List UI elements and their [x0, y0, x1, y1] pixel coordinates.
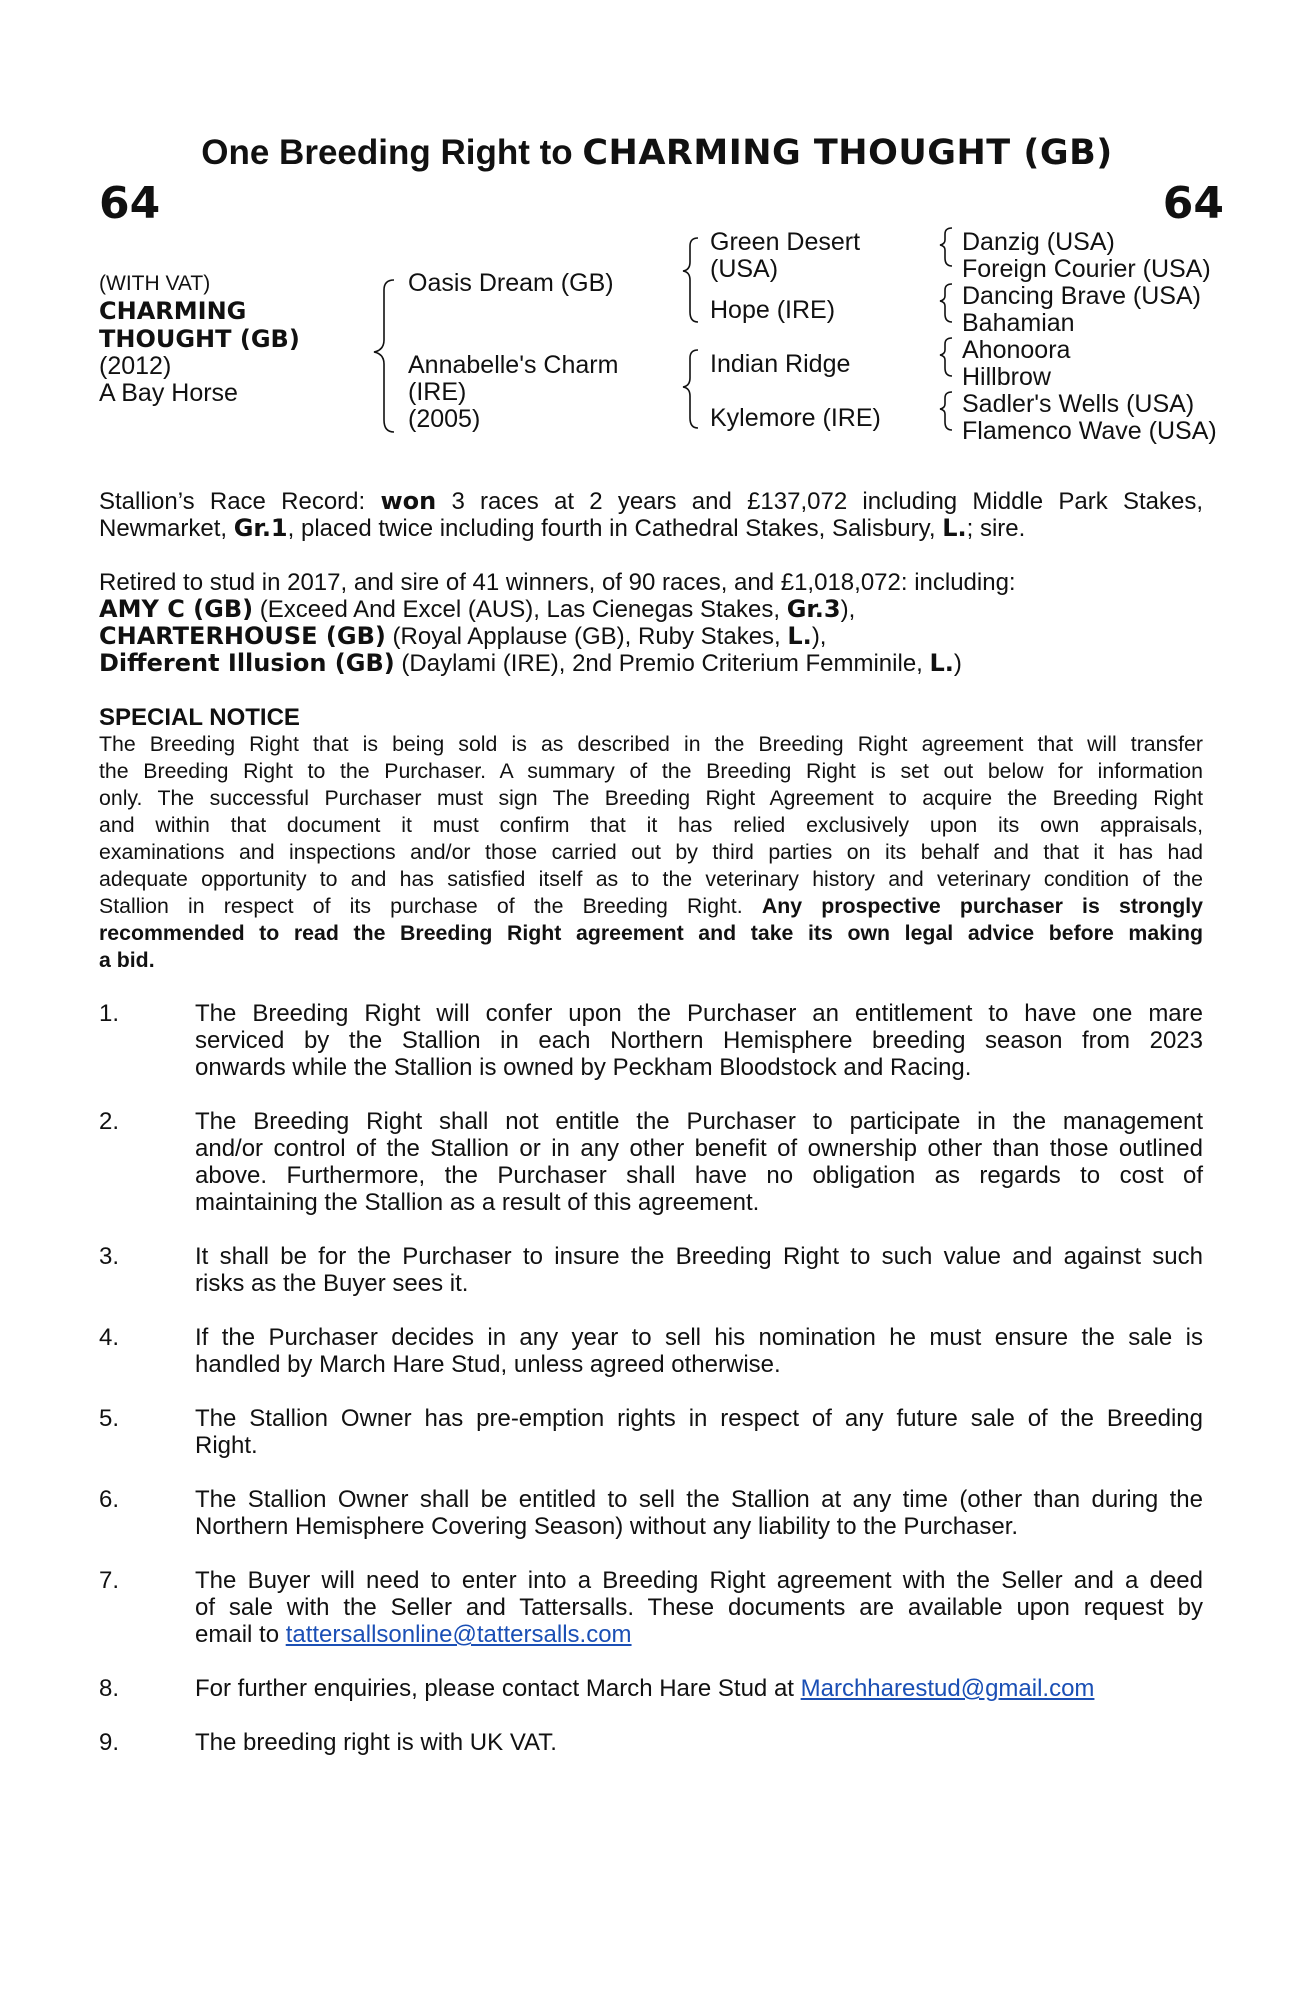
- list-item-line: The breeding right is with UK VAT.: [195, 1729, 557, 1756]
- progeny-1-end: ),: [840, 596, 856, 623]
- ggp-5: Ahonoora: [962, 336, 1071, 364]
- progeny-3-grade: L.: [929, 649, 954, 677]
- progeny-3-detail: (Daylami (IRE), 2nd Premio Criterium Femminile,: [394, 650, 930, 677]
- notice-line-8: recommended to read the Breeding Right agreement and take its own legal advice before making: [99, 921, 1203, 945]
- race-record-venue: Newmarket,: [99, 515, 234, 542]
- list-item-line: The Stallion Owner has pre-emption rights in respect of any future sale of the Breeding: [195, 1405, 1203, 1432]
- progeny-3-end: ): [953, 650, 962, 677]
- notice-line-1: The Breeding Right that is being sold is as described in the Breeding Right agreement that will transfer: [99, 732, 1203, 756]
- notice-line-6: adequate opportunity to and has satisfied itself as to the veterinary history and veterinary condition of the: [99, 867, 1203, 891]
- list-item-line: handled by March Hare Stud, unless agreed otherwise.: [195, 1351, 781, 1378]
- list-item-line: It shall be for the Purchaser to insure the Breeding Right to such value and against such: [195, 1243, 1203, 1270]
- list-item-text: [195, 1108, 1203, 1216]
- race-record-label: Stallion’s Race Record:: [99, 488, 381, 515]
- list-item-line: onwards while the Stallion is owned by Peckham Bloodstock and Racing.: [195, 1054, 972, 1081]
- special-notice: [99, 704, 1203, 974]
- progeny-2-end: ),: [811, 623, 827, 650]
- dam-name-line1: Annabelle's Charm: [408, 351, 619, 379]
- progeny-3-name: Different Illusion (GB): [99, 649, 395, 677]
- ggp-4: Bahamian: [962, 309, 1075, 337]
- list-item-line: serviced by the Stallion in each Northern Hemisphere breeding season from 2023: [195, 1027, 1203, 1054]
- list-item-text: [195, 1567, 1203, 1648]
- list-item-text: [195, 1000, 1203, 1081]
- progeny-1-grade: Gr.3: [786, 595, 841, 623]
- list-item-text: [195, 1486, 1203, 1540]
- list-item-line: above. Furthermore, the Purchaser shall have no obligation as regards to cost of: [195, 1162, 1203, 1189]
- list-item-number: 3.: [99, 1243, 120, 1270]
- list-item-number: 5.: [99, 1405, 120, 1432]
- ggp-3: Dancing Brave (USA): [962, 282, 1201, 310]
- list-item-line: The Stallion Owner shall be entitled to sell the Stallion at any time (other than during the: [195, 1486, 1203, 1513]
- pedigree-great-grandparents: [962, 229, 1217, 445]
- notice-line-9: a bid.: [99, 948, 155, 972]
- list-item-line: and/or control of the Stallion or in any other benefit of ownership other than those outlined: [195, 1135, 1203, 1162]
- notice-line-7: [99, 893, 1203, 920]
- subject-name-line2: THOUGHT (GB): [99, 325, 300, 353]
- race-record-line2: [99, 515, 1203, 542]
- sire-sire-line1: Green Desert: [710, 228, 861, 256]
- race-record-line1: [99, 488, 1203, 515]
- ggp-8: Flamenco Wave (USA): [962, 417, 1217, 445]
- ggp-2: Foreign Courier (USA): [962, 255, 1211, 283]
- progeny-2: [99, 623, 1203, 650]
- list-item-line: maintaining the Stallion as a result of this agreement.: [195, 1189, 760, 1216]
- email-link[interactable]: tattersallsonline@tattersalls.com: [285, 1621, 632, 1648]
- lot-number-right: 64: [1162, 178, 1224, 229]
- list-item-number: 4.: [99, 1324, 120, 1351]
- race-record-listed: L.: [942, 514, 967, 542]
- stud-intro: Retired to stud in 2017, and sire of 41 winners, of 90 races, and £1,018,072: including:: [99, 569, 1016, 596]
- list-item-text: [195, 1729, 1203, 1756]
- ggp-1: Danzig (USA): [962, 228, 1115, 256]
- list-item-line: If the Purchaser decides in any year to sell his nomination he must ensure the sale is: [195, 1324, 1203, 1351]
- progeny-3: [99, 650, 1203, 677]
- title-horse-name: CHARMING THOUGHT (GB): [582, 133, 1113, 173]
- race-record-grade: Gr.1: [233, 514, 288, 542]
- stud-record: [99, 569, 1203, 677]
- list-item-line: risks as the Buyer sees it.: [195, 1270, 469, 1297]
- list-item-line: [195, 1675, 1203, 1702]
- list-item-number: 7.: [99, 1567, 120, 1594]
- race-record: [99, 488, 1203, 542]
- list-item-line: [195, 1621, 1203, 1648]
- vat-label: (WITH VAT): [99, 272, 211, 295]
- list-item-line: The Breeding Right will confer upon the Purchaser an entitlement to have one mare: [195, 1000, 1203, 1027]
- notice-line-2: the Breeding Right to the Purchaser. A summary of the Breeding Right is set out below for information: [99, 759, 1203, 783]
- ggp-7: Sadler's Wells (USA): [962, 390, 1195, 418]
- title-prefix: One Breeding Right to: [201, 133, 583, 172]
- pedigree-sire-dam: Hope (IRE): [710, 296, 836, 324]
- list-item-link-prefix: For further enquiries, please contact March Hare Stud at: [195, 1675, 801, 1702]
- race-record-text: 3 races at 2 years and £137,072 including Middle Park Stakes,: [436, 488, 1203, 515]
- ggp-6: Hillbrow: [962, 363, 1051, 391]
- list-item-line: The Breeding Right shall not entitle the Purchaser to participate in the management: [195, 1108, 1203, 1135]
- pedigree-sire-sire: [710, 229, 860, 283]
- list-item-line: Northern Hemisphere Covering Season) without any liability to the Purchaser.: [195, 1513, 1019, 1540]
- list-item-text: [195, 1243, 1203, 1297]
- progeny-2-grade: L.: [787, 622, 812, 650]
- progeny-1-detail: (Exceed And Excel (AUS), Las Cienegas Stakes,: [253, 596, 787, 623]
- list-item-link-prefix: email to: [195, 1621, 286, 1648]
- list-item-text: [195, 1675, 1203, 1702]
- progeny-2-name: CHARTERHOUSE (GB): [99, 622, 386, 650]
- pedigree-dam-sire: Indian Ridge: [710, 350, 851, 378]
- notice-line-3: only. The successful Purchaser must sign The Breeding Right Agreement to acquire the Breeding Right: [99, 786, 1203, 810]
- list-item-text: [195, 1405, 1203, 1459]
- notice-line-4: and within that document it must confirm that it has relied exclusively upon its own appraisals,: [99, 813, 1203, 837]
- subject-year: (2012): [99, 352, 172, 380]
- progeny-1-name: AMY C (GB): [99, 595, 254, 623]
- list-item-line: The Buyer will need to enter into a Breeding Right agreement with the Seller and a deed: [195, 1567, 1203, 1594]
- list-item-line: Right.: [195, 1432, 258, 1459]
- race-record-placed: , placed twice including fourth in Cathedral Stakes, Salisbury,: [287, 515, 943, 542]
- list-item-number: 1.: [99, 1000, 120, 1027]
- sire-sire-line2: (USA): [710, 255, 779, 283]
- list-item-text: [195, 1324, 1203, 1378]
- pedigree-dam-dam: Kylemore (IRE): [710, 404, 881, 432]
- dam-year: (2005): [408, 405, 481, 433]
- race-record-sire: ; sire.: [966, 515, 1026, 542]
- subject-description: A Bay Horse: [99, 379, 238, 407]
- special-notice-title: SPECIAL NOTICE: [99, 704, 300, 731]
- progeny-1: [99, 596, 1203, 623]
- dam-name-line2: (IRE): [408, 378, 467, 406]
- list-item-line: of sale with the Seller and Tattersalls. These documents are available upon request by: [195, 1594, 1203, 1621]
- pedigree-dam: [408, 352, 618, 433]
- list-item-number: 2.: [99, 1108, 120, 1135]
- race-record-won: won: [380, 487, 437, 515]
- list-item-number: 9.: [99, 1729, 120, 1756]
- progeny-2-detail: (Royal Applause (GB), Ruby Stakes,: [385, 623, 788, 650]
- list-item-number: 6.: [99, 1486, 120, 1513]
- list-item-number: 8.: [99, 1675, 120, 1702]
- email-link[interactable]: Marchharestud@gmail.com: [800, 1675, 1095, 1702]
- notice-line-7-bold: Any prospective purchaser is strongly: [761, 894, 1203, 918]
- notice-line-5: examinations and inspections and/or those carried out by third parties on its behalf and that it has had: [99, 840, 1203, 864]
- special-notice-body: [99, 731, 1203, 893]
- lot-number-left: 64: [99, 178, 161, 229]
- subject-name-line1: CHARMING: [99, 297, 247, 325]
- notice-line-7-text: Stallion in respect of its purchase of the Breeding Right.: [99, 894, 762, 918]
- pedigree-sire: Oasis Dream (GB): [408, 269, 614, 297]
